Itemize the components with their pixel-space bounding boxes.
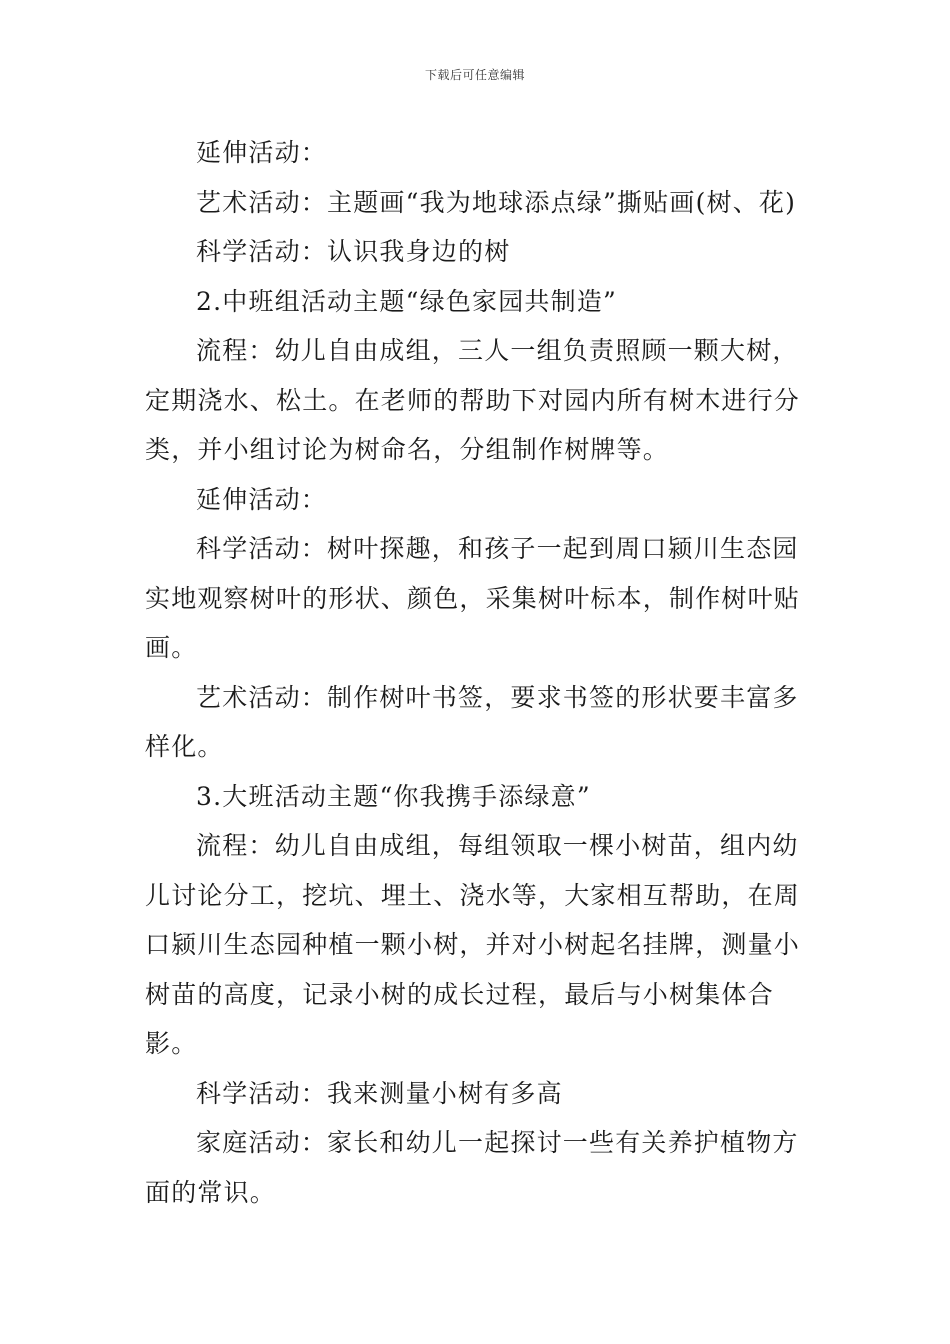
document-body — [145, 128, 810, 1217]
paragraph-science-activity-3: 科学活动：我来测量小树有多高 — [196, 1078, 563, 1108]
page-header: 下载后可任意编辑 — [424, 68, 525, 82]
paragraph-senior-class-theme: 3.大班活动主题“你我携手添绿意” — [196, 781, 591, 811]
paragraph-art-activity-1: 艺术活动：主题画“我为地球添点绿”撕贴画(树、花) — [196, 187, 797, 217]
paragraph-science-activity-2: 科学活动：树叶探趣，和孩子一起到周口颍川生态园实地观察树叶的形状、颜色，采集树叶标本，制作树叶贴画。 — [145, 534, 801, 662]
paragraph-science-activity-1: 科学活动：认识我身边的树 — [196, 237, 511, 266]
paragraph-art-activity-2: 艺术活动：制作树叶书签，要求书签的形状要丰富多样化。 — [145, 682, 799, 761]
paragraph-middle-class-theme: 2.中班组活动主题“绿色家园共制造” — [196, 286, 618, 316]
paragraph-extension-heading-1: 延伸活动： — [196, 138, 328, 167]
paragraph-process-1: 流程：幼儿自由成组，三人一组负责照顾一颗大树，定期浇水、松土。在老师的帮助下对园内所有树木进行分类，并小组讨论为树命名，分组制作树牌等。 — [145, 336, 801, 464]
paragraph-process-2: 流程：幼儿自由成组，每组领取一棵小树苗，组内幼儿讨论分工，挖坑、埋土、浇水等，大家相互帮助，在周口颍川生态园种植一颗小树，并对小树起名挂牌，测量小树苗的高度，记录小树的成长过程，最后与小树集体合影。 — [145, 831, 801, 1058]
paragraph-extension-heading-2: 延伸活动： — [196, 484, 328, 514]
paragraph-family-activity: 家庭活动：家长和幼儿一起探讨一些有关养护植物方面的常识。 — [145, 1128, 799, 1207]
